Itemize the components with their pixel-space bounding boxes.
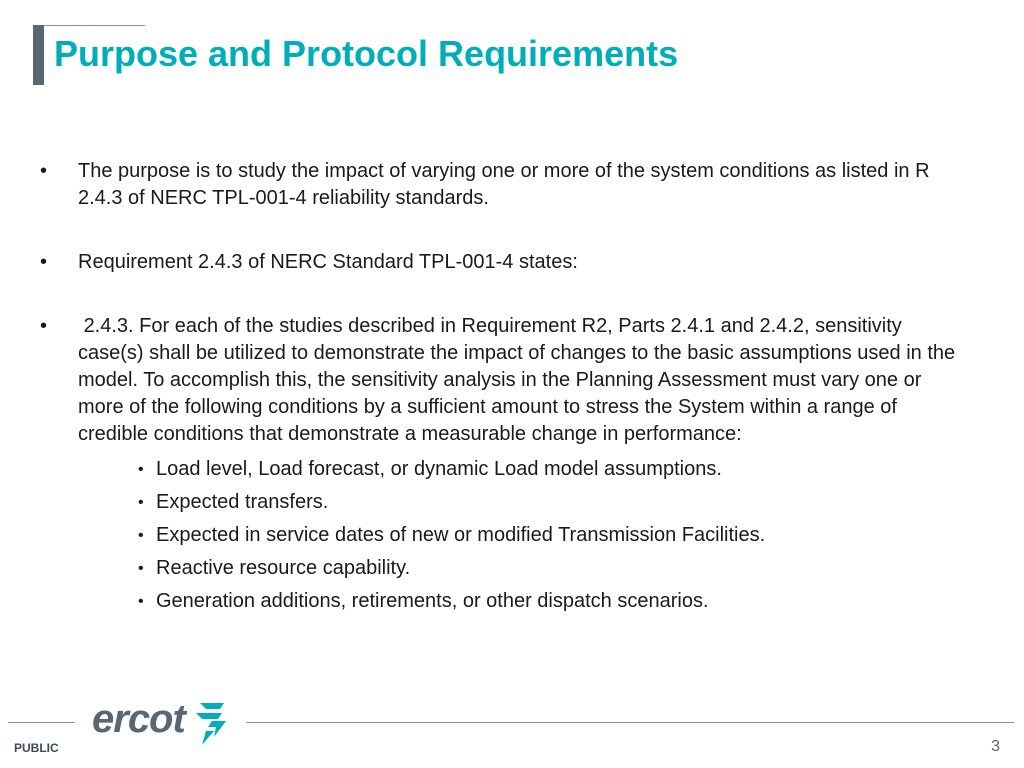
- title-top-rule: [36, 25, 145, 26]
- slide-body: [36, 158, 966, 618]
- sub-bullet-mark: •: [138, 593, 144, 610]
- condition-text: Generation additions, retirements, or other dispatch scenarios.: [156, 590, 709, 612]
- sub-bullet-mark: •: [138, 461, 144, 478]
- sub-bullet-mark: •: [138, 560, 144, 577]
- footer-rule-right: [246, 722, 1014, 723]
- condition-item: [138, 552, 966, 585]
- sub-bullet-mark: •: [138, 527, 144, 544]
- sub-bullet-mark: •: [138, 494, 144, 511]
- classification-label: PUBLIC: [14, 741, 59, 755]
- page-number: 3: [991, 738, 1000, 755]
- condition-list: [138, 453, 966, 618]
- bullet-text: The purpose is to study the impact of varying one or more of the system conditions as listed in R 2.4.3 of NERC TPL-001-4 reliability standards.: [78, 160, 930, 209]
- footer-rule-left: [8, 722, 75, 723]
- bullet-mark: •: [40, 160, 48, 182]
- condition-text: Reactive resource capability.: [156, 557, 411, 579]
- logo-wordmark: ercot: [92, 697, 185, 741]
- ercot-logo: [92, 697, 232, 749]
- bullet-mark: •: [40, 315, 48, 337]
- condition-item: [138, 453, 966, 486]
- title-accent-bar: [33, 25, 44, 85]
- condition-item: [138, 486, 966, 519]
- bullet-item: [36, 313, 966, 448]
- bullet-text: Requirement 2.4.3 of NERC Standard TPL-001-4 states:: [78, 251, 578, 273]
- bullet-item: [36, 249, 966, 276]
- condition-item: [138, 519, 966, 552]
- condition-text: Expected transfers.: [156, 491, 329, 513]
- bullet-item: [36, 158, 966, 212]
- lightning-bolt-icon: [194, 701, 228, 747]
- condition-text: Load level, Load forecast, or dynamic Load model assumptions.: [156, 458, 722, 480]
- condition-text: Expected in service dates of new or modified Transmission Facilities.: [156, 524, 766, 546]
- slide-title: Purpose and Protocol Requirements: [54, 33, 679, 74]
- bullet-text: 2.4.3. For each of the studies described in Requirement R2, Parts 2.4.1 and 2.4.2, sensitivity case(s) shall be utilized to demonstrate the impact of changes to the basic assumptions used in the model. To accomplish this, the sensitivity analysis in the Planning Assessment must vary one or more of the following conditions by a sufficient amount to stress the System within a range of credible conditions that demonstrate a measurable change in performance:: [78, 315, 961, 445]
- bullet-mark: •: [40, 251, 48, 273]
- condition-item: [138, 585, 966, 618]
